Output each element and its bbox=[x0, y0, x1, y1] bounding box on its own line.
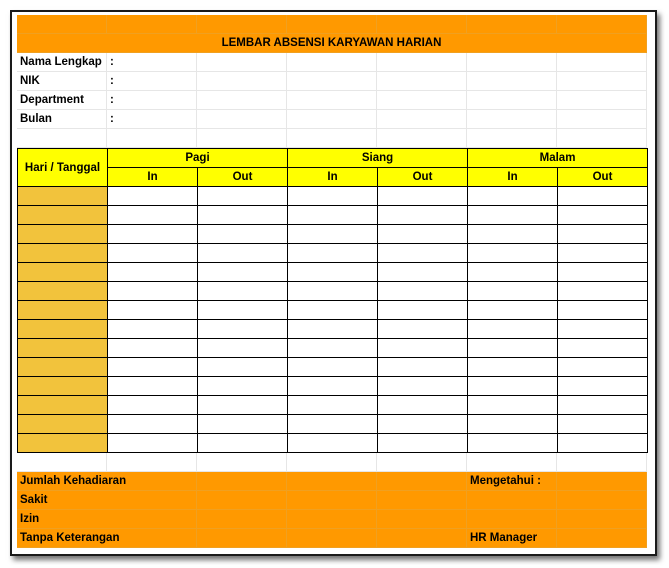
footer-row bbox=[17, 510, 647, 529]
time-cell[interactable] bbox=[468, 282, 558, 301]
time-cell[interactable] bbox=[558, 206, 648, 225]
time-cell[interactable] bbox=[198, 187, 288, 206]
info-value-field[interactable]: : bbox=[107, 72, 197, 91]
time-cell[interactable] bbox=[108, 263, 198, 282]
time-cell[interactable] bbox=[198, 206, 288, 225]
attendance-row bbox=[18, 396, 648, 415]
attendance-row bbox=[18, 320, 648, 339]
time-cell[interactable] bbox=[108, 187, 198, 206]
shift-header-malam: Malam bbox=[468, 149, 648, 168]
time-cell[interactable] bbox=[468, 358, 558, 377]
time-cell[interactable] bbox=[558, 358, 648, 377]
time-cell[interactable] bbox=[108, 282, 198, 301]
attendance-row bbox=[18, 206, 648, 225]
time-cell[interactable] bbox=[468, 263, 558, 282]
time-cell[interactable] bbox=[378, 339, 468, 358]
time-cell[interactable] bbox=[468, 206, 558, 225]
time-cell[interactable] bbox=[198, 225, 288, 244]
time-cell[interactable] bbox=[198, 263, 288, 282]
attendance-row bbox=[18, 225, 648, 244]
day-cell[interactable] bbox=[18, 358, 108, 377]
attendance-table bbox=[17, 148, 648, 453]
attendance-sheet bbox=[17, 15, 647, 548]
day-cell[interactable] bbox=[18, 301, 108, 320]
footer-row bbox=[17, 472, 647, 491]
time-cell[interactable] bbox=[198, 282, 288, 301]
time-cell[interactable] bbox=[558, 415, 648, 434]
time-cell[interactable] bbox=[108, 301, 198, 320]
time-cell[interactable] bbox=[378, 263, 468, 282]
time-cell[interactable] bbox=[378, 377, 468, 396]
time-cell[interactable] bbox=[378, 434, 468, 453]
sub-header-in: In bbox=[108, 168, 198, 187]
info-row bbox=[17, 110, 647, 129]
time-cell[interactable] bbox=[558, 301, 648, 320]
day-cell[interactable] bbox=[18, 244, 108, 263]
time-cell[interactable] bbox=[198, 434, 288, 453]
time-cell[interactable] bbox=[558, 339, 648, 358]
time-cell[interactable] bbox=[108, 377, 198, 396]
attendance-row bbox=[18, 263, 648, 282]
time-cell[interactable] bbox=[108, 320, 198, 339]
info-label: NIK bbox=[17, 72, 107, 91]
time-cell[interactable] bbox=[468, 339, 558, 358]
time-cell[interactable] bbox=[558, 396, 648, 415]
shift-header-pagi: Pagi bbox=[108, 149, 288, 168]
time-cell[interactable] bbox=[468, 396, 558, 415]
info-value-field[interactable]: : bbox=[107, 91, 197, 110]
spacer-row bbox=[17, 453, 647, 472]
summary-footer bbox=[17, 472, 647, 548]
info-label: Nama Lengkap bbox=[17, 53, 107, 72]
attendance-row bbox=[18, 415, 648, 434]
footer-row bbox=[17, 491, 647, 510]
attendance-row bbox=[18, 377, 648, 396]
attendance-row bbox=[18, 282, 648, 301]
time-cell[interactable] bbox=[378, 320, 468, 339]
day-cell[interactable] bbox=[18, 320, 108, 339]
day-cell[interactable] bbox=[18, 339, 108, 358]
spacer-row bbox=[17, 129, 647, 148]
time-cell[interactable] bbox=[378, 206, 468, 225]
time-cell[interactable] bbox=[288, 377, 378, 396]
time-cell[interactable] bbox=[108, 206, 198, 225]
info-value-field[interactable]: : bbox=[107, 110, 197, 129]
footer-label: Jumlah Kehadiaran bbox=[17, 472, 197, 491]
attendance-row bbox=[18, 358, 648, 377]
attendance-row bbox=[18, 187, 648, 206]
sub-header-in: In bbox=[288, 168, 378, 187]
time-cell[interactable] bbox=[198, 339, 288, 358]
title-row bbox=[17, 34, 647, 53]
day-cell[interactable] bbox=[18, 263, 108, 282]
approval-label: Mengetahui : bbox=[467, 472, 557, 491]
time-cell[interactable] bbox=[468, 244, 558, 263]
time-cell[interactable] bbox=[558, 320, 648, 339]
time-cell[interactable] bbox=[288, 358, 378, 377]
time-cell[interactable] bbox=[468, 377, 558, 396]
page-title: LEMBAR ABSENSI KARYAWAN HARIAN bbox=[17, 34, 647, 53]
attendance-row bbox=[18, 434, 648, 453]
time-cell[interactable] bbox=[468, 225, 558, 244]
time-cell[interactable] bbox=[288, 339, 378, 358]
time-cell[interactable] bbox=[288, 320, 378, 339]
day-cell[interactable] bbox=[18, 206, 108, 225]
shift-header-siang: Siang bbox=[288, 149, 468, 168]
info-row bbox=[17, 72, 647, 91]
info-label: Bulan bbox=[17, 110, 107, 129]
time-cell[interactable] bbox=[468, 434, 558, 453]
spreadsheet-frame bbox=[10, 10, 657, 556]
time-cell[interactable] bbox=[378, 282, 468, 301]
sub-header-out: Out bbox=[558, 168, 648, 187]
time-cell[interactable] bbox=[288, 206, 378, 225]
time-cell[interactable] bbox=[108, 225, 198, 244]
time-cell[interactable] bbox=[378, 187, 468, 206]
time-cell[interactable] bbox=[288, 225, 378, 244]
time-cell[interactable] bbox=[108, 339, 198, 358]
hr-manager-label: HR Manager bbox=[467, 529, 557, 548]
time-cell[interactable] bbox=[198, 396, 288, 415]
time-cell[interactable] bbox=[558, 282, 648, 301]
day-cell[interactable] bbox=[18, 415, 108, 434]
time-cell[interactable] bbox=[378, 225, 468, 244]
time-cell[interactable] bbox=[558, 225, 648, 244]
time-cell[interactable] bbox=[108, 415, 198, 434]
top-banner-row bbox=[17, 15, 647, 34]
day-cell[interactable] bbox=[18, 396, 108, 415]
time-cell[interactable] bbox=[378, 301, 468, 320]
info-row bbox=[17, 53, 647, 72]
time-cell[interactable] bbox=[558, 434, 648, 453]
time-cell[interactable] bbox=[108, 244, 198, 263]
time-cell[interactable] bbox=[468, 320, 558, 339]
time-cell[interactable] bbox=[378, 396, 468, 415]
day-cell[interactable] bbox=[18, 377, 108, 396]
info-value-field[interactable]: : bbox=[107, 53, 197, 72]
time-cell[interactable] bbox=[288, 244, 378, 263]
time-cell[interactable] bbox=[468, 301, 558, 320]
footer-label: Sakit bbox=[17, 491, 197, 510]
footer-label: Izin bbox=[17, 510, 197, 529]
time-cell[interactable] bbox=[288, 415, 378, 434]
day-date-header: Hari / Tanggal bbox=[18, 149, 108, 187]
time-cell[interactable] bbox=[198, 244, 288, 263]
time-cell[interactable] bbox=[558, 263, 648, 282]
time-cell[interactable] bbox=[558, 377, 648, 396]
employee-info bbox=[17, 53, 647, 129]
day-cell[interactable] bbox=[18, 225, 108, 244]
time-cell[interactable] bbox=[288, 282, 378, 301]
time-cell[interactable] bbox=[468, 187, 558, 206]
time-cell[interactable] bbox=[378, 415, 468, 434]
time-cell[interactable] bbox=[198, 358, 288, 377]
time-cell[interactable] bbox=[198, 415, 288, 434]
time-cell[interactable] bbox=[108, 434, 198, 453]
time-cell[interactable] bbox=[378, 358, 468, 377]
time-cell[interactable] bbox=[288, 396, 378, 415]
day-cell[interactable] bbox=[18, 187, 108, 206]
attendance-row bbox=[18, 244, 648, 263]
attendance-row bbox=[18, 301, 648, 320]
day-cell[interactable] bbox=[18, 282, 108, 301]
time-cell[interactable] bbox=[378, 244, 468, 263]
day-cell[interactable] bbox=[18, 434, 108, 453]
time-cell[interactable] bbox=[198, 377, 288, 396]
info-label: Department bbox=[17, 91, 107, 110]
time-cell[interactable] bbox=[558, 187, 648, 206]
time-cell[interactable] bbox=[108, 358, 198, 377]
info-row bbox=[17, 91, 647, 110]
time-cell[interactable] bbox=[288, 263, 378, 282]
sub-header-in: In bbox=[468, 168, 558, 187]
sub-header-out: Out bbox=[378, 168, 468, 187]
time-cell[interactable] bbox=[198, 301, 288, 320]
time-cell[interactable] bbox=[288, 434, 378, 453]
time-cell[interactable] bbox=[198, 320, 288, 339]
time-cell[interactable] bbox=[468, 415, 558, 434]
footer-row bbox=[17, 529, 647, 548]
time-cell[interactable] bbox=[108, 396, 198, 415]
sub-header-out: Out bbox=[198, 168, 288, 187]
time-cell[interactable] bbox=[288, 301, 378, 320]
time-cell[interactable] bbox=[288, 187, 378, 206]
time-cell[interactable] bbox=[558, 244, 648, 263]
footer-label: Tanpa Keterangan bbox=[17, 529, 197, 548]
attendance-row bbox=[18, 339, 648, 358]
